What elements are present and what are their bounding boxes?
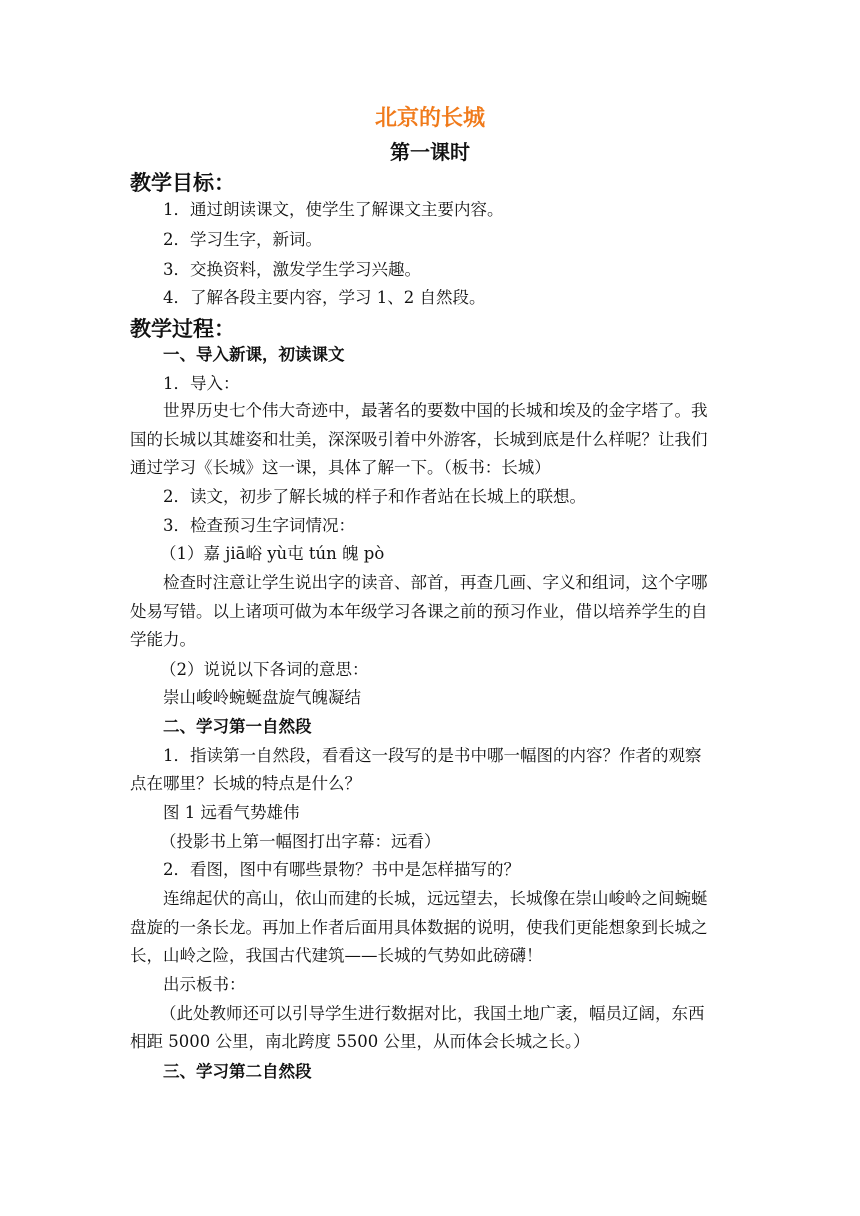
pinyin-list: （1）嘉 jiā峪 yù屯 tún 魄 pò bbox=[160, 544, 385, 563]
words-label: （2）说说以下各词的意思： bbox=[160, 660, 369, 679]
teacher-note-line: 相距 5000 公里，南北跨度 5500 公里，从而体会长城之长。） bbox=[130, 1032, 590, 1051]
question-line: 2．看图，图中有哪些景物？书中是怎样描写的？ bbox=[163, 860, 520, 879]
intro-label: 1．导入： bbox=[163, 374, 240, 393]
objectives-heading: 教学目标： bbox=[130, 171, 235, 195]
intro-paragraph-line: 通过学习《长城》这一课，具体了解一下。（板书：长城） bbox=[130, 458, 551, 477]
intro-paragraph-line: 国的长城以其雄姿和壮美，深深吸引着中外游客，长城到底是什么样呢？让我们 bbox=[130, 430, 708, 449]
question-line: 1．指读第一自然段，看看这一段写的是书中哪一幅图的内容？作者的观察 bbox=[163, 746, 702, 765]
part1-heading: 一、导入新课，初读课文 bbox=[163, 345, 345, 364]
description-line: 盘旋的一条长龙。再加上作者后面用具体数据的说明，使我们更能想象到长城之 bbox=[130, 918, 708, 937]
intro-paragraph-line: 世界历史七个伟大奇迹中，最著名的要数中国的长城和埃及的金字塔了。我 bbox=[163, 401, 708, 420]
check-paragraph-line: 学能力。 bbox=[130, 630, 196, 649]
teacher-note-line: （此处教师还可以引导学生进行数据对比，我国土地广袤，幅员辽阔，东西 bbox=[160, 1004, 705, 1023]
board-label: 出示板书： bbox=[163, 975, 246, 994]
process-heading: 教学过程： bbox=[130, 317, 235, 341]
read-text-step: 2．读文，初步了解长城的样子和作者站在长城上的联想。 bbox=[163, 487, 586, 506]
objective-item: 2．学习生字，新词。 bbox=[163, 230, 322, 249]
check-paragraph-line: 检查时注意让学生说出字的读音、部首，再查几画、字义和组词，这个字哪 bbox=[163, 573, 708, 592]
document-title: 北京的长城 bbox=[374, 106, 485, 131]
description-line: 连绵起伏的高山，依山而建的长城，远远望去，长城像在崇山峻岭之间蜿蜒 bbox=[163, 889, 708, 908]
objective-item: 3．交换资料，激发学生学习兴趣。 bbox=[163, 260, 421, 279]
part2-heading: 二、学习第一自然段 bbox=[163, 717, 312, 736]
check-paragraph-line: 处易写错。以上诸项可做为本年级学习各课之前的预习作业，借以培养学生的自 bbox=[130, 602, 708, 621]
check-label: 3．检查预习生字词情况： bbox=[163, 516, 355, 535]
lesson-subtitle: 第一课时 bbox=[390, 140, 470, 164]
question-line: 点在哪里？长城的特点是什么？ bbox=[130, 774, 361, 793]
part3-heading: 三、学习第二自然段 bbox=[163, 1062, 312, 1081]
objective-item: 4．了解各段主要内容，学习 1、2 自然段。 bbox=[163, 288, 486, 307]
vocabulary-words: 崇山峻岭蜿蜒盘旋气魄凝结 bbox=[163, 688, 361, 707]
projection-note: （投影书上第一幅图打出字幕：远看） bbox=[160, 832, 441, 851]
description-line: 长，山岭之险，我国古代建筑——长城的气势如此磅礴！ bbox=[130, 946, 543, 965]
objective-item: 1．通过朗读课文，使学生了解课文主要内容。 bbox=[163, 200, 504, 219]
figure-caption: 图 1 远看气势雄伟 bbox=[163, 803, 300, 822]
